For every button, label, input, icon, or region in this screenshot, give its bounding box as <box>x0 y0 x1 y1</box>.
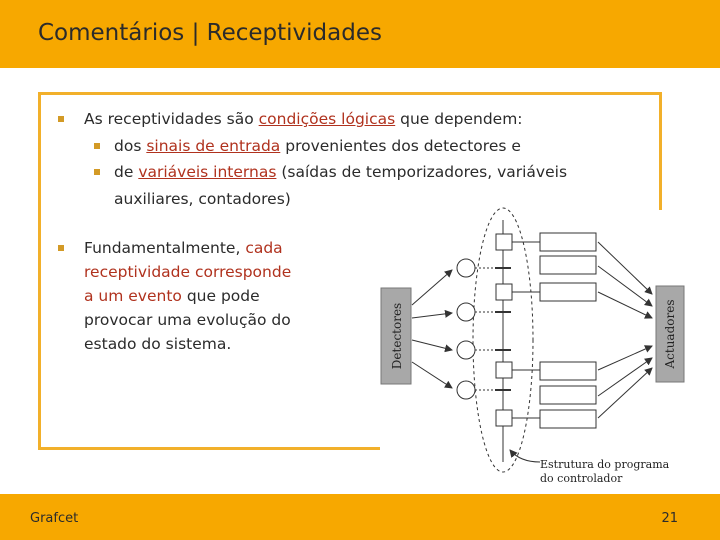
bullet-2-line3-suffix: que pode <box>181 287 260 305</box>
slide-title: Comentários | Receptividades <box>38 20 382 46</box>
bullet-2-line1-prefix: Fundamentalmente, <box>84 239 246 257</box>
diagram-caption-line1: Estrutura do programa <box>540 458 670 471</box>
grafcet-step <box>496 362 596 380</box>
detectors-label: Detectores <box>390 302 404 370</box>
bullet-1-prefix: As receptividades são <box>84 110 259 128</box>
grafcet-step <box>496 283 596 301</box>
bullet-2-line2: receptividade corresponde <box>84 263 292 281</box>
sub-bullet-2-prefix: de <box>114 163 139 181</box>
bullet-1-suffix: que dependem: <box>395 110 523 128</box>
diagram-caption-line2: do controlador <box>540 472 623 485</box>
bullet-2-line3-keyword: a um evento <box>84 287 182 305</box>
action-box <box>540 256 596 274</box>
footer-label: Grafcet <box>30 511 79 526</box>
grafcet-step <box>496 233 596 251</box>
bullet-2-line4: provocar uma evolução do <box>84 311 291 329</box>
action-box <box>540 386 596 404</box>
bullet-2-line5: estado do sistema. <box>84 335 232 353</box>
page-number: 21 <box>661 511 678 526</box>
sub-bullet-2-suffix: (saídas de temporizadores, variáveis <box>276 163 568 181</box>
sub-bullet-2-line2: auxiliares, contadores) <box>114 190 291 208</box>
slide-footer <box>0 494 720 540</box>
bullet-1-keyword: condições lógicas <box>258 110 396 128</box>
sub-bullet-2-keyword: variáveis internas <box>138 163 277 181</box>
sub-bullet-1-keyword: sinais de entrada <box>146 137 281 155</box>
actuators-label: Actuadores <box>663 299 677 369</box>
grafcet-step <box>496 410 596 428</box>
sub-bullet-1-prefix: dos <box>114 137 147 155</box>
diagram-background <box>380 210 680 500</box>
bullet-2-line1-keyword: cada <box>245 239 283 257</box>
sub-bullet-1-suffix: provenientes dos detectores e <box>280 137 521 155</box>
